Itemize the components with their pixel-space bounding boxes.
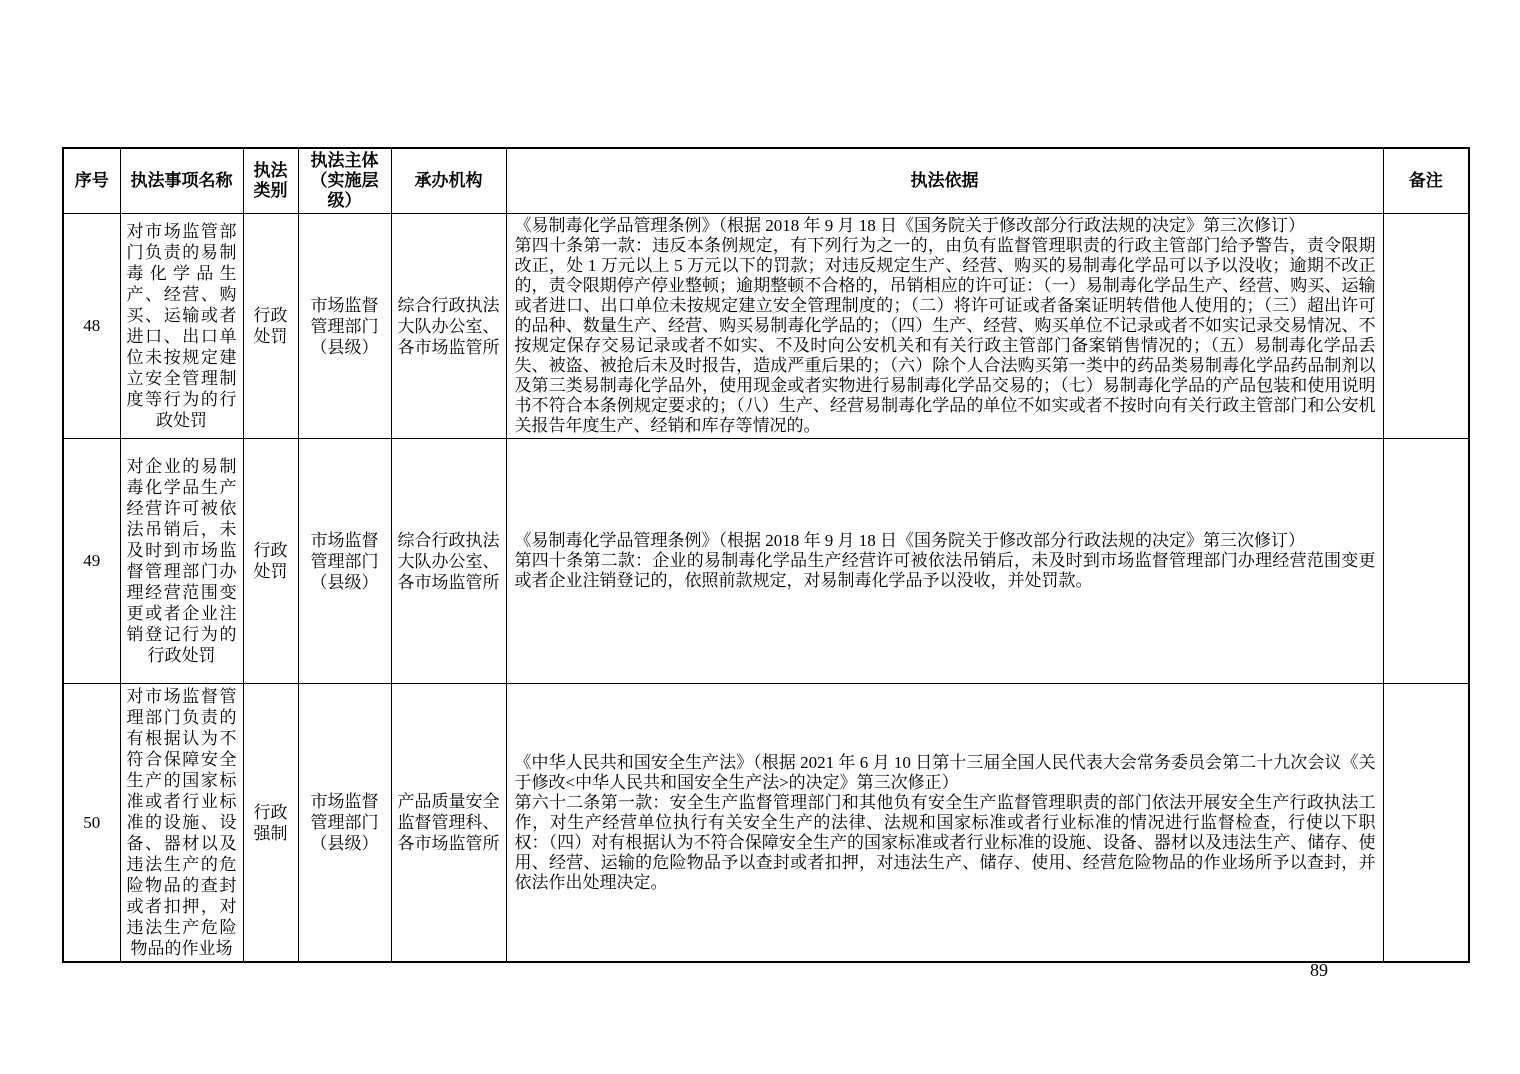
agency-cell: 综合行政执法大队办公室、各市场监管所: [391, 214, 506, 439]
item-name-cell: 对企业的易制毒化学品生产经营许可被依法吊销后，未及时到市场监督管理部门办理经营范围变更或者企业注销登记行为的行政处罚: [120, 439, 243, 684]
basis-article-text: 第四十条第一款：违反本条例规定，有下列行为之一的，由负有监督管理职责的行政主管部门给予警告，责令限期改正，处 1 万元以上 5 万元以下的罚款；对违反规定生产、经营、购买的易制毒化学品可以予以没收；逾期不改正的，责令限期停产停业整顿；逾期整顿不合格的，吊销相应的许可证：（一）易制毒化学品生产、经营、购买、运输或者进口、出口单位未按规定建立安全管理制度的；（二）将许可证或者备案证明转借他人使用的；（三）超出许可的品种、数量生产、经营、购买易制毒化学品的；（四）生产、经营、购买单位不记录或者不如实记录交易情况、不按规定保存交易记录或者不如实、不及时向公安机关和有关行政主管部门备案销售情况的；（五）易制毒化学品丢失、被盗、被抢后未及时报告，造成严重后果的；（六）除个人合法购买第一类中的药品类易制毒化学品药品制剂以及第三类易制毒化学品外，使用现金或者实物进行易制毒化学品交易的；（七）易制毒化学品的产品包装和使用说明书不符合本条例规定要求的；（八）生产、经营易制毒化学品的单位不如实或者不按时向有关行政主管部门和公安机关报告年度生产、经销和库存等情况的。: [514, 236, 1376, 435]
remark-cell: [1383, 214, 1469, 439]
page-number: 89: [1310, 960, 1328, 980]
category-cell: 行政强制: [243, 684, 298, 963]
basis-article-text: 第四十条第二款：企业的易制毒化学品生产经营许可被依法吊销后，未及时到市场监督管理部门办理经营范围变更或者企业注销登记的，依照前款规定，对易制毒化学品予以没收，并处罚款。: [514, 551, 1376, 590]
subject-cell: 市场监督管理部门（县级）: [298, 439, 391, 684]
table-row: [63, 214, 1469, 439]
item-name-cell: 对市场监管部门负责的易制毒化学品生产、经营、购买、运输或者进口、出口单位未按规定建立安全管理制度等行为的行政处罚: [120, 214, 243, 439]
header-remark: 备注: [1383, 148, 1469, 214]
header-agency: 承办机构: [391, 148, 506, 214]
basis-cell: [506, 439, 1383, 684]
table-row: [63, 684, 1469, 963]
subject-cell: 市场监督管理部门（县级）: [298, 214, 391, 439]
header-basis: 执法依据: [506, 148, 1383, 214]
header-category: 执法类别: [243, 148, 298, 214]
serial-number-cell: 50: [63, 684, 120, 963]
agency-cell: 综合行政执法大队办公室、各市场监管所: [391, 439, 506, 684]
subject-cell: 市场监督管理部门（县级）: [298, 684, 391, 963]
remark-cell: [1383, 439, 1469, 684]
remark-cell: [1383, 684, 1469, 963]
enforcement-items-table: [62, 147, 1470, 963]
serial-number-cell: 49: [63, 439, 120, 684]
basis-article-text: 第六十二条第一款：安全生产监督管理部门和其他负有安全生产监督管理职责的部门依法开展安全生产行政执法工作，对生产经营单位执行有关安全生产的法律、法规和国家标准或者行业标准的情况进行监督检查，行使以下职权：（四）对有根据认为不符合保障安全生产的国家标准或者行业标准的设施、设备、器材以及违法生产、储存、使用、经营、运输的危险物品予以查封或者扣押，对违法生产、储存、使用、经营危险物品的作业场所予以查封，并依法作出处理决定。: [514, 792, 1376, 892]
basis-law-title: 《易制毒化学品管理条例》（根据 2018 年 9 月 18 日《国务院关于修改部分行政法规的决定》第三次修订）: [514, 531, 1305, 550]
basis-law-title: 《易制毒化学品管理条例》（根据 2018 年 9 月 18 日《国务院关于修改部分行政法规的决定》第三次修订）: [514, 216, 1305, 235]
table-row: [63, 439, 1469, 684]
basis-cell: [506, 684, 1383, 963]
header-serial-number: 序号: [63, 148, 120, 214]
agency-cell: 产品质量安全监督管理科、各市场监管所: [391, 684, 506, 963]
basis-law-title: 《中华人民共和国安全生产法》（根据 2021 年 6 月 10 日第十三届全国人民代表大会常务委员会第二十九次会议《关于修改<中华人民共和国安全生产法>的决定》第三次修正）: [514, 752, 1376, 792]
table-header-row: [63, 148, 1469, 214]
item-name-cell: 对市场监督管理部门负责的有根据认为不符合保障安全生产的国家标准或者行业标准的设施、设备、器材以及违法生产的危险物品的查封或者扣押，对违法生产危险物品的作业场: [120, 684, 243, 963]
category-cell: 行政处罚: [243, 214, 298, 439]
header-subject: 执法主体（实施层级）: [298, 148, 391, 214]
header-item-name: 执法事项名称: [120, 148, 243, 214]
category-cell: 行政处罚: [243, 439, 298, 684]
serial-number-cell: 48: [63, 214, 120, 439]
basis-cell: [506, 214, 1383, 439]
